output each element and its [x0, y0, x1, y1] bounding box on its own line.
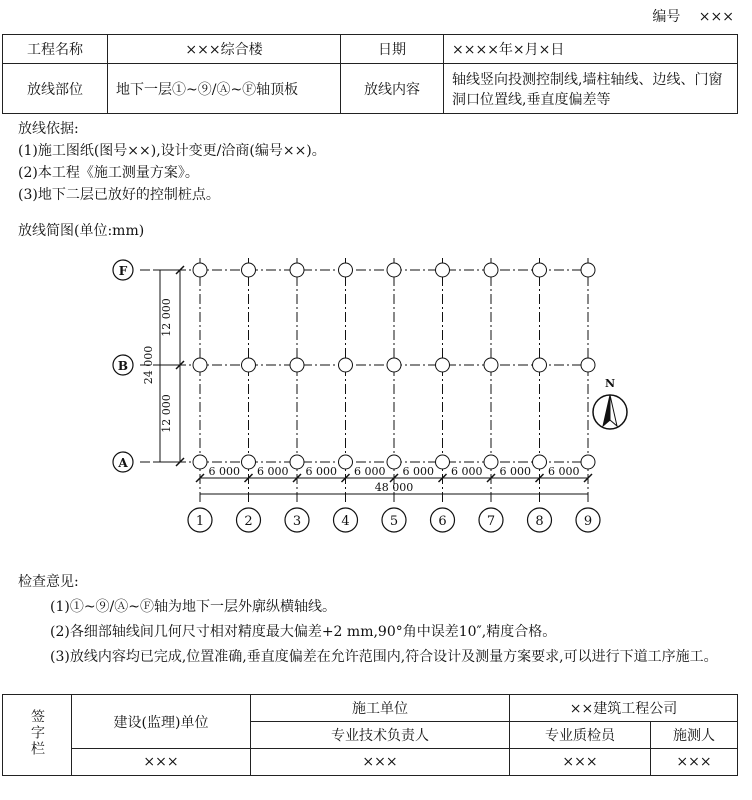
layout-diagram: [100, 250, 660, 545]
contractor-name: ××建筑工程公司: [510, 695, 738, 722]
project-value: ×××综合楼: [108, 35, 341, 64]
control-point: [436, 358, 450, 372]
control-point: [436, 263, 450, 277]
column-spacing-label: 6 000: [208, 465, 240, 478]
control-point: [484, 263, 498, 277]
control-point: [484, 358, 498, 372]
control-point: [339, 358, 353, 372]
signature-qc: ×××: [510, 749, 651, 776]
column-spacing-label: 6 000: [451, 465, 483, 478]
control-point: [533, 358, 547, 372]
check-item: (1)①~⑨/Ⓐ~Ⓕ轴为地下一层外廓纵横轴线。: [50, 599, 337, 615]
row-spacing-label: 12 000: [160, 298, 173, 337]
column-axis-label: 6: [438, 514, 447, 529]
control-point: [339, 263, 353, 277]
project-label: 工程名称: [3, 35, 108, 64]
location-value: 地下一层①~⑨/Ⓐ~Ⓕ轴顶板: [108, 64, 341, 114]
row-spacing-label: 12 000: [160, 394, 173, 433]
tech-lead-label: 专业技术负责人: [251, 722, 510, 749]
control-point: [387, 455, 401, 469]
total-width-label: 48 000: [374, 481, 414, 494]
column-axis-label: 5: [389, 514, 399, 529]
control-point: [387, 358, 401, 372]
north-label: N: [604, 377, 616, 390]
signature-surveyor: ×××: [651, 749, 738, 776]
total-height-label: 24 000: [142, 345, 155, 385]
content-value: 轴线竖向投测控制线,墙柱轴线、边线、门窗洞口位置线,垂直度偏差等: [444, 64, 738, 114]
column-spacing-label: 6 000: [499, 465, 531, 478]
control-point: [484, 455, 498, 469]
column-spacing-label: 6 000: [354, 465, 386, 478]
control-point: [581, 358, 595, 372]
column-spacing-label: 6 000: [305, 465, 337, 478]
control-point: [339, 455, 353, 469]
column-spacing-label: 6 000: [548, 465, 580, 478]
surveyor-label: 施测人: [651, 722, 738, 749]
control-point: [436, 455, 450, 469]
control-point: [290, 358, 304, 372]
signature-tech-lead: ×××: [251, 749, 510, 776]
column-spacing-label: 6 000: [257, 465, 289, 478]
contractor-label: 施工单位: [251, 695, 510, 722]
control-point: [193, 455, 207, 469]
check-item: (3)放线内容均已完成,位置准确,垂直度偏差在允许范围内,符合设计及测量方案要求,可以进行下道工序施工。: [50, 649, 718, 665]
header-table: [2, 34, 738, 114]
check-title: 检查意见:: [18, 574, 79, 590]
control-point: [290, 263, 304, 277]
control-point: [193, 358, 207, 372]
control-point: [193, 263, 207, 277]
control-point: [581, 455, 595, 469]
control-point: [533, 455, 547, 469]
basis-title: 放线依据:: [18, 121, 79, 137]
control-point: [581, 263, 595, 277]
column-axis-label: 1: [195, 514, 205, 529]
qc-label: 专业质检员: [510, 722, 651, 749]
basis-section: [18, 118, 326, 206]
column-axis-label: 2: [244, 514, 253, 529]
serial-value: ×××: [698, 9, 734, 25]
basis-item: (3)地下二层已放好的控制桩点。: [18, 187, 220, 203]
basis-item: (2)本工程《施工测量方案》。: [18, 165, 199, 181]
diagram-title: 放线简图(单位:mm): [18, 223, 145, 239]
row-axis-label: A: [118, 456, 128, 470]
column-axis-label: 3: [292, 514, 302, 529]
control-point: [242, 455, 256, 469]
column-axis-label: 9: [583, 514, 593, 529]
control-point: [387, 263, 401, 277]
column-axis-label: 4: [341, 514, 350, 529]
column-spacing-label: 6 000: [402, 465, 434, 478]
signature-supervisor: ×××: [72, 749, 251, 776]
signature-table: [2, 694, 738, 776]
date-label: 日期: [341, 35, 444, 64]
basis-item: (1)施工图纸(图号××),设计变更/洽商(编号××)。: [18, 143, 326, 159]
control-point: [242, 358, 256, 372]
location-label: 放线部位: [3, 64, 108, 114]
row-axis-label: B: [117, 359, 129, 373]
supervisor-label: 建设(监理)单位: [72, 695, 251, 749]
control-point: [290, 455, 304, 469]
serial-number: [638, 6, 734, 26]
control-point: [242, 263, 256, 277]
content-label: 放线内容: [341, 64, 444, 114]
column-axis-label: 7: [486, 514, 496, 529]
row-axis-label: F: [118, 264, 128, 278]
date-value: ××××年×月×日: [444, 35, 738, 64]
sign-side-label: 签字栏: [3, 695, 72, 776]
control-point: [533, 263, 547, 277]
check-item: (2)各细部轴线间几何尺寸相对精度最大偏差+2 mm,90°角中误差10″,精度合格。: [50, 624, 557, 640]
serial-label: 编号: [652, 9, 681, 25]
check-section: [18, 570, 738, 670]
column-axis-label: 8: [535, 514, 544, 529]
